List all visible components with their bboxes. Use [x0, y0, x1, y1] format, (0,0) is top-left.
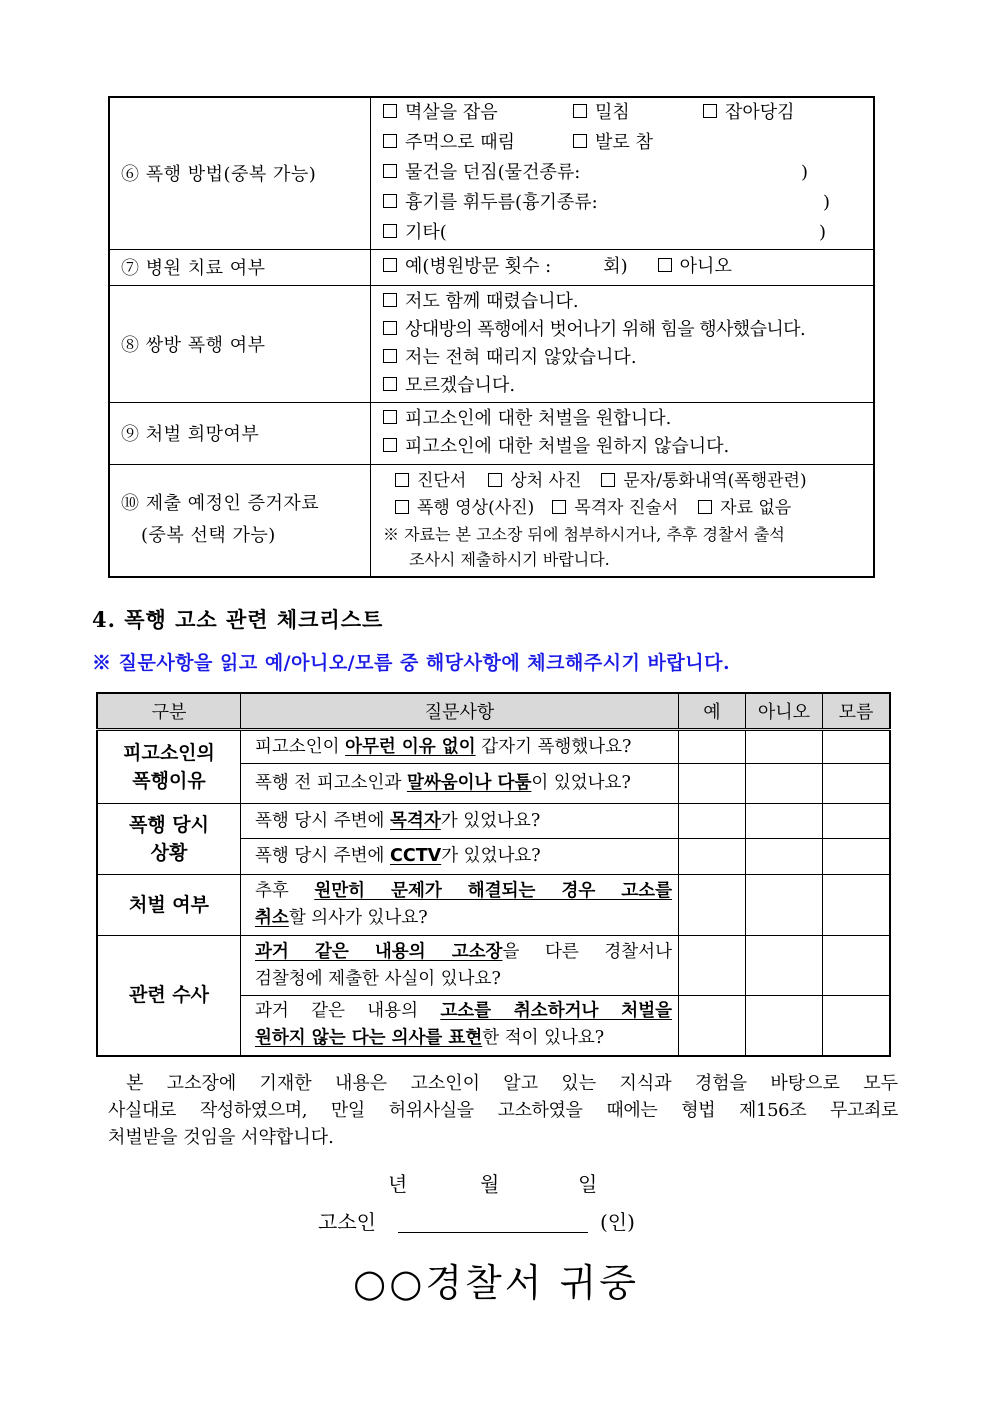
checkbox[interactable] [383, 224, 397, 238]
answer-unknown-cell[interactable] [823, 996, 891, 1056]
header-no: 아니오 [746, 693, 823, 730]
option-witness[interactable]: 목격자 진술서 [552, 495, 678, 522]
mutual-assault-label: ⑧ 쌍방 폭행 여부 [109, 285, 371, 402]
evidence-note-line2: 조사시 제출하시기 바랍니다. [409, 550, 610, 570]
category-situation: 폭행 당시 상황 [97, 804, 241, 875]
seal-mark: (인) [599, 1210, 635, 1234]
option-push[interactable]: 밀침 [573, 98, 703, 128]
checkbox[interactable] [383, 377, 397, 391]
option-punch[interactable]: 주먹으로 때림 [383, 128, 573, 158]
checkbox[interactable] [658, 258, 672, 272]
answer-unknown-cell[interactable] [823, 764, 891, 804]
answer-unknown-cell[interactable] [823, 730, 891, 764]
answer-no-cell[interactable] [746, 875, 823, 936]
option-punish-no[interactable]: 피고소인에 대한 처벌을 원하지 않습니다. [383, 433, 873, 461]
complaint-details-table [108, 96, 875, 578]
evidence-label-line2: (중복 선택 가능) [141, 525, 276, 547]
header-question: 질문사항 [241, 693, 679, 730]
answer-no-cell[interactable] [746, 936, 823, 996]
checkbox[interactable] [383, 164, 397, 178]
answer-no-cell[interactable] [746, 730, 823, 764]
question-7: 과거 같은 내용의 고소를 취소하거나 처벌을 원하지 않는 다는 의사를 표현한 적이 있나요? [241, 996, 679, 1056]
date-day: 일 [578, 1172, 598, 1196]
option-other[interactable]: 기타( ) [383, 218, 873, 248]
option-no-evidence[interactable]: 자료 없음 [698, 495, 791, 522]
answer-yes-cell[interactable] [679, 764, 746, 804]
answer-yes-cell[interactable] [679, 875, 746, 936]
option-diagnosis[interactable]: 진단서 [395, 468, 466, 495]
assault-method-options [371, 97, 875, 249]
category-investigation: 관련 수사 [97, 936, 241, 1056]
signature-field[interactable] [398, 1212, 588, 1233]
date-year: 년 [388, 1172, 408, 1196]
option-punish-yes[interactable]: 피고소인에 대한 처벌을 원합니다. [383, 405, 873, 433]
answer-yes-cell[interactable] [679, 936, 746, 996]
question-5: 추후 원만히 문제가 해결되는 경우 고소를 취소할 의사가 있나요? [241, 875, 679, 936]
complainant-label: 고소인 [318, 1210, 376, 1234]
checkbox[interactable] [573, 104, 587, 118]
evidence-options [371, 464, 875, 577]
option-mutual-2[interactable]: 상대방의 폭행에서 벗어나기 위해 힘을 행사했습니다. [383, 316, 873, 344]
option-injury-photo[interactable]: 상처 사진 [488, 468, 581, 495]
checkbox[interactable] [552, 500, 566, 514]
checkbox[interactable] [383, 258, 397, 272]
evidence-label-line1: ⑩ 제출 예정인 증거자료 [121, 493, 320, 515]
option-mutual-1[interactable]: 저도 함께 때렸습니다. [383, 288, 873, 316]
checkbox[interactable] [573, 134, 587, 148]
question-1: 피고소인이 아무런 이유 없이 갑자기 폭행했나요? [241, 730, 679, 764]
checkbox[interactable] [383, 134, 397, 148]
answer-yes-cell[interactable] [679, 996, 746, 1056]
mutual-assault-options [371, 285, 875, 402]
option-mutual-3[interactable]: 저는 전혀 때리지 않았습니다. [383, 344, 873, 372]
option-kick[interactable]: 발로 참 [573, 128, 653, 158]
checkbox[interactable] [383, 349, 397, 363]
answer-unknown-cell[interactable] [823, 936, 891, 996]
header-unknown: 모름 [823, 693, 891, 730]
signature-line [318, 1206, 635, 1235]
checkbox[interactable] [383, 293, 397, 307]
category-reason: 피고소인의 폭행이유 [97, 730, 241, 804]
option-mutual-4[interactable]: 모르겠습니다. [383, 372, 873, 400]
question-3: 폭행 당시 주변에 목격자가 있었나요? [241, 804, 679, 839]
answer-yes-cell[interactable] [679, 730, 746, 764]
hospital-label: ⑦ 병원 치료 여부 [109, 249, 371, 285]
header-category: 구분 [97, 693, 241, 730]
question-2: 폭행 전 피고소인과 말싸움이나 다툼이 있었나요? [241, 764, 679, 804]
checkbox[interactable] [383, 438, 397, 452]
category-punishment: 처벌 여부 [97, 875, 241, 936]
checkbox[interactable] [383, 410, 397, 424]
answer-no-cell[interactable] [746, 764, 823, 804]
answer-no-cell[interactable] [746, 839, 823, 875]
checkbox[interactable] [383, 194, 397, 208]
question-6: 과거 같은 내용의 고소장을 다른 경찰서나 검찰청에 제출한 사실이 있나요? [241, 936, 679, 996]
answer-unknown-cell[interactable] [823, 875, 891, 936]
option-grab-collar[interactable]: 멱살을 잡음 [383, 98, 573, 128]
answer-unknown-cell[interactable] [823, 804, 891, 839]
option-messages[interactable]: 문자/통화내역(폭행관련) [601, 468, 806, 495]
checkbox[interactable] [383, 321, 397, 335]
hospital-options [371, 249, 875, 285]
addressee: ○○경찰서 귀중 [353, 1261, 639, 1305]
answer-yes-cell[interactable] [679, 804, 746, 839]
punishment-options [371, 402, 875, 464]
option-weapon[interactable]: 흉기를 휘두름(흉기종류: ) [383, 188, 873, 218]
question-4: 폭행 당시 주변에 CCTV가 있었나요? [241, 839, 679, 875]
checkbox[interactable] [601, 473, 615, 487]
checkbox[interactable] [395, 500, 409, 514]
checkbox[interactable] [395, 473, 409, 487]
answer-no-cell[interactable] [746, 804, 823, 839]
answer-unknown-cell[interactable] [823, 839, 891, 875]
declaration-paragraph: 본 고소장에 기재한 내용은 고소인이 알고 있는 지식과 경험을 바탕으로 모두 사실대로 작성하였으며, 만일 허위사실을 고소하였을 때에는 형법 제156조 무고죄로 처벌받을 것임을 서약합니다. [108, 1073, 898, 1148]
checkbox[interactable] [383, 104, 397, 118]
checklist-table [96, 692, 891, 1057]
option-video[interactable]: 폭행 영상(사진) [395, 495, 534, 522]
header-yes: 예 [679, 693, 746, 730]
answer-yes-cell[interactable] [679, 839, 746, 875]
checklist-title: 4. 폭행 고소 관련 체크리스트 [92, 607, 384, 632]
checkbox[interactable] [698, 500, 712, 514]
evidence-label [109, 464, 371, 577]
punishment-label: ⑨ 처벌 희망여부 [109, 402, 371, 464]
checklist-instruction: ※ 질문사항을 읽고 예/아니오/모름 중 해당사항에 체크해주시기 바랍니다. [92, 652, 731, 674]
checkbox[interactable] [703, 104, 717, 118]
date-month: 월 [480, 1172, 500, 1196]
assault-method-label: ⑥ 폭행 방법(중복 가능) [109, 97, 371, 249]
answer-no-cell[interactable] [746, 996, 823, 1056]
option-hospital-yes[interactable]: 예(병원방문 횟수 : 회) [383, 252, 628, 282]
option-hospital-no[interactable]: 아니오 [658, 252, 732, 282]
date-line [388, 1168, 597, 1197]
evidence-note-line1: ※ 자료는 본 고소장 뒤에 첨부하시거나, 추후 경찰서 출석 [383, 525, 785, 545]
option-throw-object[interactable]: 물건을 던짐(물건종류: ) [383, 158, 873, 188]
option-pull[interactable]: 잡아당김 [703, 98, 795, 128]
checkbox[interactable] [488, 473, 502, 487]
